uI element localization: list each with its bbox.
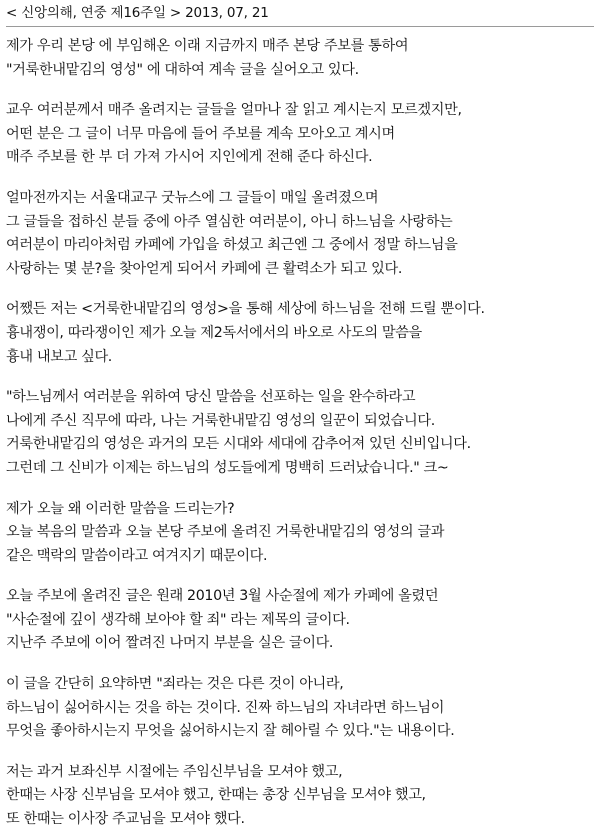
text-line: 하느님이 싫어하시는 것을 하는 것이다. 진짜 하느님의 자녀라면 하느님이 [6, 699, 445, 716]
text-line: 한때는 사장 신부님을 모셔야 했고, 한때는 총장 신부님을 모셔야 했고, [6, 787, 426, 804]
text-line: 교우 여러분께서 매주 올려지는 글들을 얼마나 잘 읽고 계시는지 모르겠지만, [6, 102, 462, 119]
text-line: 흉내 내보고 싶다. [6, 348, 112, 365]
paragraph [6, 99, 594, 170]
paragraph [6, 386, 594, 480]
paragraph [6, 298, 594, 369]
text-line: "하느님께서 여러분을 위하여 당신 말씀을 선포하는 일을 완수하라고 [6, 389, 416, 406]
document-body [6, 35, 594, 832]
text-line: 사랑하는 몇 분?을 찾아얻게 되어서 카페에 큰 활력소가 되고 있다. [6, 260, 403, 277]
text-line: 제가 오늘 왜 이러한 말씀을 드리는가? [6, 500, 235, 517]
text-line: 저는 과거 보좌신부 시절에는 주임신부님을 모셔야 했고, [6, 763, 343, 780]
text-line: 오늘 주보에 올려진 글은 원래 2010년 3월 사순절에 제가 카페에 올렸던 [6, 588, 439, 605]
paragraph [6, 187, 594, 281]
text-line: 같은 맥락의 말씀이라고 여겨지기 때문이다. [6, 547, 268, 564]
text-line: 흉내쟁이, 따라쟁이인 제가 오늘 제2독서에서의 바오로 사도의 말씀을 [6, 324, 422, 341]
text-line: 또 한때는 이사장 주교님을 모셔야 했다. [6, 811, 245, 828]
text-line: 어떤 분은 그 글이 너무 마음에 들어 주보를 계속 모아오고 계시며 [6, 125, 395, 142]
text-line: "거룩한내맡김의 영성" 에 대하여 계속 글을 실어오고 있다. [6, 61, 359, 78]
text-line: 오늘 복음의 말씀과 오늘 본당 주보에 올려진 거룩한내맡김의 영성의 글과 [6, 524, 445, 541]
paragraph [6, 35, 594, 82]
paragraph [6, 585, 594, 656]
text-line: 매주 주보를 한 부 더 가져 가시어 지인에게 전해 준다 하신다. [6, 149, 373, 166]
paragraph [6, 761, 594, 832]
text-line: 여러분이 마리아처럼 카페에 가입을 하셨고 최근엔 그 중에서 정말 하느님을 [6, 237, 458, 254]
text-line: 어쨌든 저는 <거룩한내맡김의 영성>을 통해 세상에 하느님을 전해 드릴 뿐이다. [6, 301, 485, 318]
text-line: 지난주 주보에 이어 짤려진 나머지 부분을 실은 글이다. [6, 635, 334, 652]
text-line: 그 글들을 접하신 분들 중에 아주 열심한 여러분이, 아니 하느님을 사랑하는 [6, 213, 453, 230]
header-divider [6, 26, 594, 27]
paragraph [6, 498, 594, 569]
header-title: < 신앙의해, 연중 제16주일 > 2013, 07, 21 [6, 5, 269, 21]
paragraph [6, 673, 594, 744]
text-line: 이 글을 간단히 요약하면 "죄라는 것은 다른 것이 아니라, [6, 676, 344, 693]
text-line: 나에게 주신 직무에 따라, 나는 거룩한내맡김 영성의 일꾼이 되었습니다. [6, 412, 435, 429]
text-line: 무엇을 좋아하시는지 무엇을 싫어하시는지 잘 헤아릴 수 있다."는 내용이다. [6, 723, 455, 740]
text-line: 그런데 그 신비가 이제는 하느님의 성도들에게 명백히 드러났습니다." 크~ [6, 459, 449, 476]
text-line: 거룩한내맡김의 영성은 과거의 모든 시대와 세대에 감추어져 있던 신비입니다. [6, 436, 471, 453]
text-line: 얼마전까지는 서울대교구 굿뉴스에 그 글들이 매일 올려졌으며 [6, 189, 379, 206]
text-line: "사순절에 깊이 생각해 보아야 할 죄" 라는 제목의 글이다. [6, 611, 350, 628]
text-line: 제가 우리 본당 에 부임해온 이래 지금까지 매주 본당 주보를 통하여 [6, 38, 409, 54]
